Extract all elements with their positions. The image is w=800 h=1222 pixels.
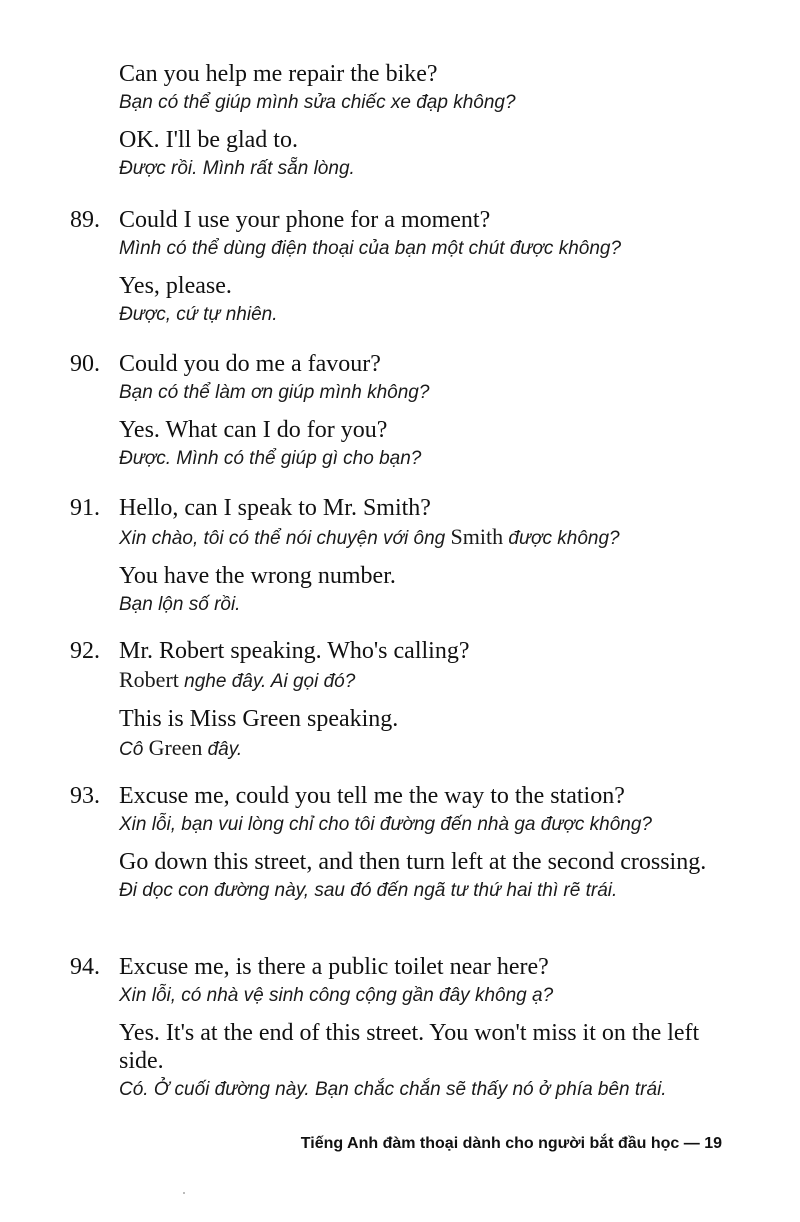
person-name: Green — [148, 735, 203, 760]
person-name: Robert — [119, 667, 179, 692]
answer-english: This is Miss Green speaking. — [119, 706, 399, 732]
question-english: Mr. Robert speaking. Who's calling? — [119, 638, 470, 664]
answer-english: You have the wrong number. — [119, 563, 396, 589]
entry-number: 94. — [70, 954, 100, 980]
answer-vietnamese: Bạn lộn số rồi. — [119, 594, 241, 615]
question-vietnamese — [119, 667, 749, 695]
entry-number: 89. — [70, 207, 100, 233]
question-vietnamese: Bạn có thể giúp mình sửa chiếc xe đạp không? — [119, 92, 516, 113]
question-vietnamese: Bạn có thể làm ơn giúp mình không? — [119, 382, 430, 403]
question-english: Hello, can I speak to Mr. Smith? — [119, 495, 431, 521]
question-vietnamese: Xin lỗi, bạn vui lòng chỉ cho tôi đường đến nhà ga được không? — [119, 814, 652, 835]
person-name: Smith — [450, 524, 504, 549]
entry-number: 91. — [70, 495, 100, 521]
answer-english: OK. I'll be glad to. — [119, 127, 298, 153]
question-vietnamese — [119, 524, 749, 552]
answer-vietnamese-part: Cô — [119, 739, 149, 760]
answer-vietnamese — [119, 735, 749, 763]
answer-english: Yes. It's at the end of this street. You won't miss it on the left side. — [119, 1020, 700, 1074]
answer-vietnamese: Được rồi. Mình rất sẵn lòng. — [119, 158, 355, 179]
answer-english: Go down this street, and then turn left at the second crossing. — [119, 849, 707, 875]
scan-speck — [183, 1192, 185, 1194]
entry-content — [119, 782, 749, 904]
answer-english: Yes. What can I do for you? — [119, 417, 388, 443]
entry-content — [119, 60, 749, 182]
entry-content — [119, 953, 749, 1103]
question-english: Could you do me a favour? — [119, 351, 381, 377]
question-english: Excuse me, could you tell me the way to the station? — [119, 783, 625, 809]
question-vietnamese-part: được không? — [503, 528, 620, 549]
answer-vietnamese: Được. Mình có thể giúp gì cho bạn? — [119, 448, 422, 469]
question-vietnamese-part: nghe đây. Ai gọi đó? — [178, 671, 356, 692]
question-english: Excuse me, is there a public toilet near here? — [119, 954, 549, 980]
answer-vietnamese: Có. Ở cuối đường này. Bạn chắc chắn sẽ thấy nó ở phía bên trái. — [119, 1079, 667, 1100]
entry-number: 93. — [70, 783, 100, 809]
question-english: Can you help me repair the bike? — [119, 61, 438, 87]
page-footer: Tiếng Anh đàm thoại dành cho người bắt đầu học — 19 — [300, 1135, 722, 1152]
answer-vietnamese: Đi dọc con đường này, sau đó đến ngã tư thứ hai thì rẽ trái. — [119, 880, 618, 901]
answer-vietnamese: Được, cứ tự nhiên. — [119, 304, 278, 325]
entry-content — [119, 494, 749, 618]
question-vietnamese: Mình có thể dùng điện thoại của bạn một chút được không? — [119, 238, 622, 259]
answer-english: Yes, please. — [119, 273, 232, 299]
entry-number: 90. — [70, 351, 100, 377]
question-english: Could I use your phone for a moment? — [119, 207, 491, 233]
question-vietnamese-part: Xin chào, tôi có thể nói chuyện với ông — [119, 528, 451, 549]
entry-content — [119, 350, 749, 472]
entry-number: 92. — [70, 638, 100, 664]
entry-content — [119, 637, 749, 763]
answer-vietnamese-part: đây. — [202, 739, 243, 760]
question-vietnamese: Xin lỗi, có nhà vệ sinh công cộng gần đây không ạ? — [119, 985, 554, 1006]
entry-content — [119, 206, 749, 328]
